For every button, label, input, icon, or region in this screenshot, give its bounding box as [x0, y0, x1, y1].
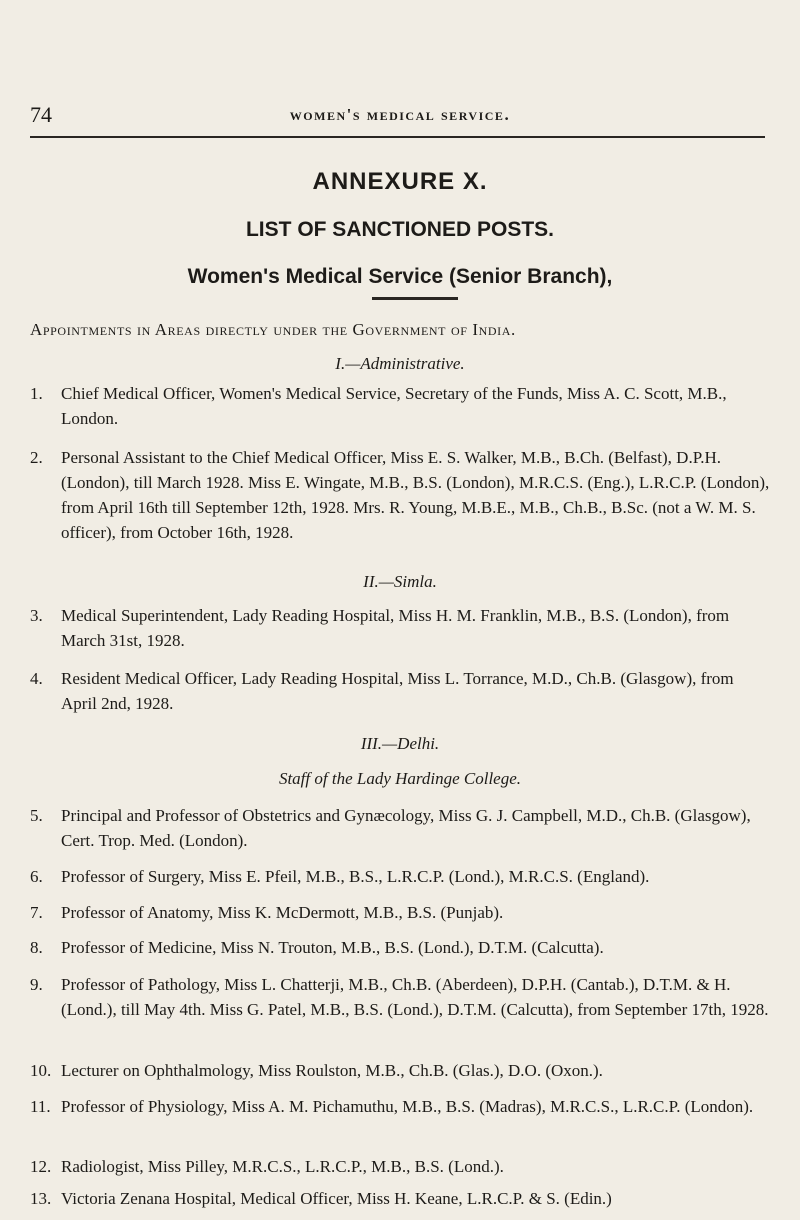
entry-number: 4.: [30, 669, 43, 688]
entry-text: Professor of Physiology, Miss A. M. Pichamuthu, M.B., B.S. (Madras), M.R.C.S., L.R.C.P. (London).: [61, 1097, 754, 1116]
title-divider: [372, 297, 458, 300]
list-item: [30, 603, 770, 653]
list-item: [30, 1154, 770, 1179]
entry-number: 3.: [30, 606, 43, 625]
entry-number: 6.: [30, 867, 43, 886]
entry-number: 2.: [30, 448, 43, 467]
entry-number: 10.: [30, 1061, 52, 1080]
section-heading-administrative: I.—Administrative.: [335, 354, 465, 373]
header-rule: [30, 136, 765, 138]
list-item: [30, 1186, 770, 1211]
list-item: [30, 381, 770, 431]
list-item: [30, 972, 770, 1022]
entry-number: 5.: [30, 806, 43, 825]
entry-text: Chief Medical Officer, Women's Medical Service, Secretary of the Funds, Miss A. C. Scott, M.B., London.: [61, 384, 727, 428]
entry-text: Professor of Pathology, Miss L. Chatterji, M.B., Ch.B. (Aberdeen), D.P.H. (Cantab.), D.T.M. & H. (Lond.), till May 4th. Miss G. Patel, M.B., B.S. (Lond.), D.T.M. (Calcutta), from September 17th, 1928.: [61, 975, 769, 1019]
entry-text: Resident Medical Officer, Lady Reading Hospital, Miss L. Torrance, M.D., Ch.B. (Glasgow), from April 2nd, 1928.: [61, 669, 734, 713]
entry-number: 11.: [30, 1097, 51, 1116]
entry-number: 9.: [30, 975, 43, 994]
subsection-heading: Staff of the Lady Hardinge College.: [278, 769, 522, 788]
entry-text: Victoria Zenana Hospital, Medical Officer, Miss H. Keane, L.R.C.P. & S. (Edin.): [61, 1189, 612, 1208]
entry-text: Professor of Medicine, Miss N. Trouton, M.B., B.S. (Lond.), D.T.M. (Calcutta).: [61, 938, 604, 957]
page-number: 74: [30, 102, 52, 127]
list-item: [30, 1094, 770, 1119]
entry-text: Medical Superintendent, Lady Reading Hospital, Miss H. M. Franklin, M.B., B.S. (London), from March 31st, 1928.: [61, 606, 730, 650]
entry-text: Professor of Surgery, Miss E. Pfeil, M.B., B.S., L.R.C.P. (Lond.), M.R.C.S. (England).: [61, 867, 650, 886]
running-header: women's medical service.: [289, 105, 511, 124]
list-item: [30, 935, 770, 960]
entry-text: Personal Assistant to the Chief Medical Officer, Miss E. S. Walker, M.B., B.Ch. (Belfast), D.P.H. (London), till March 1928. Miss E. Wingate, M.B., B.S. (London), M.R.C.S. (Eng.), L.R.C.P. (London), from April 16th till September 12th, 1928. Mrs. R. Young, M.B.E., M.B., Ch.B., B.Sc. (not a W. M. S. officer), from October 16th, 1928.: [61, 448, 770, 542]
entry-text: Lecturer on Ophthalmology, Miss Roulston, M.B., Ch.B. (Glas.), D.O. (Oxon.).: [61, 1061, 603, 1080]
entry-number: 8.: [30, 938, 43, 957]
entry-text: Professor of Anatomy, Miss K. McDermott, M.B., B.S. (Punjab).: [61, 903, 504, 922]
entry-number: 12.: [30, 1157, 52, 1176]
list-item: [30, 1058, 770, 1083]
list-item: [30, 900, 770, 925]
entry-number: 1.: [30, 384, 43, 403]
list-item: [30, 803, 770, 853]
branch-title: Women's Medical Service (Senior Branch),: [187, 265, 613, 288]
list-item: [30, 666, 770, 716]
entry-number: 13.: [30, 1189, 52, 1208]
section-heading-delhi: III.—Delhi.: [360, 734, 440, 753]
appointments-heading: Appointments in Areas directly under the Government of India.: [30, 320, 516, 339]
list-title: LIST OF SANCTIONED POSTS.: [245, 218, 555, 241]
section-heading-simla: II.—Simla.: [363, 572, 437, 591]
list-item: [30, 864, 770, 889]
entry-text: Principal and Professor of Obstetrics and Gynæcology, Miss G. J. Campbell, M.D., Ch.B. (Glasgow), Cert. Trop. Med. (London).: [61, 806, 751, 850]
annex-title: ANNEXURE X.: [312, 168, 488, 195]
entry-text: Radiologist, Miss Pilley, M.R.C.S., L.R.C.P., M.B., B.S. (Lond.).: [61, 1157, 504, 1176]
entry-number: 7.: [30, 903, 43, 922]
list-item: [30, 445, 770, 545]
